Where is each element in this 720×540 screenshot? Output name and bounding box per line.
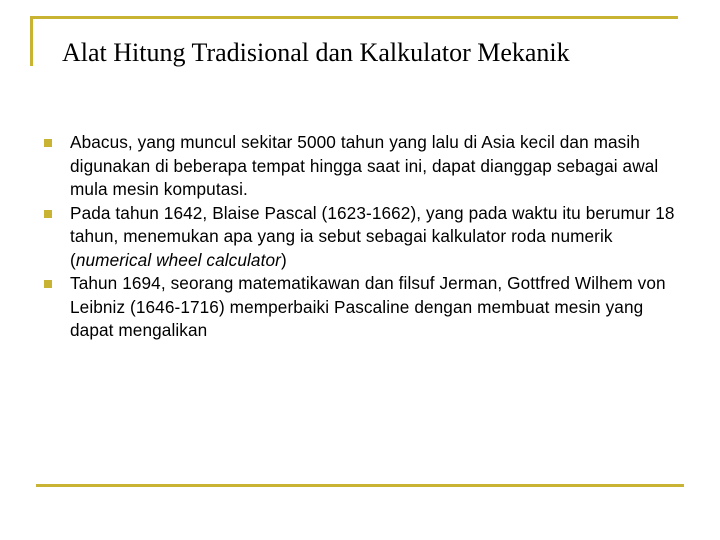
slide-title: Alat Hitung Tradisional dan Kalkulator Mekanik [62, 38, 570, 67]
bullet-text-part: ) [280, 249, 287, 270]
square-bullet-icon [44, 139, 52, 147]
bullet-text-part: Pada tahun 1642, Blaise Pascal (1623-1662), yang pada waktu itu berumur 18 tahun, menemukan apa yang ia sebut sebagai kalkulator roda numerik ( [70, 202, 675, 270]
bullet-text: Abacus, yang muncul sekitar 5000 tahun yang lalu di Asia kecil dan masih digunakan di beberapa tempat hingga saat ini, dapat dianggap sebagai awal mula mesin komputasi. [70, 132, 659, 199]
bullet-text-italic: numerical wheel calculator [75, 249, 281, 270]
left-border-line [30, 16, 33, 66]
bullet-text: Tahun 1694, seorang matematikawan dan filsuf Jerman, Gottfred Wilhem von Leibniz (1646-1716) memperbaiki Pascaline dengan membuat mesin yang dapat mengalikan [70, 273, 666, 340]
bullet-item-abacus [44, 131, 684, 202]
square-bullet-icon [44, 210, 52, 218]
bullet-item-pascal [44, 202, 684, 273]
square-bullet-icon [44, 280, 52, 288]
bullet-item-leibniz [44, 272, 684, 343]
bullet-list [44, 131, 684, 343]
top-border-line [30, 16, 678, 19]
bullet-text [70, 203, 675, 270]
bottom-border-line [36, 484, 684, 487]
